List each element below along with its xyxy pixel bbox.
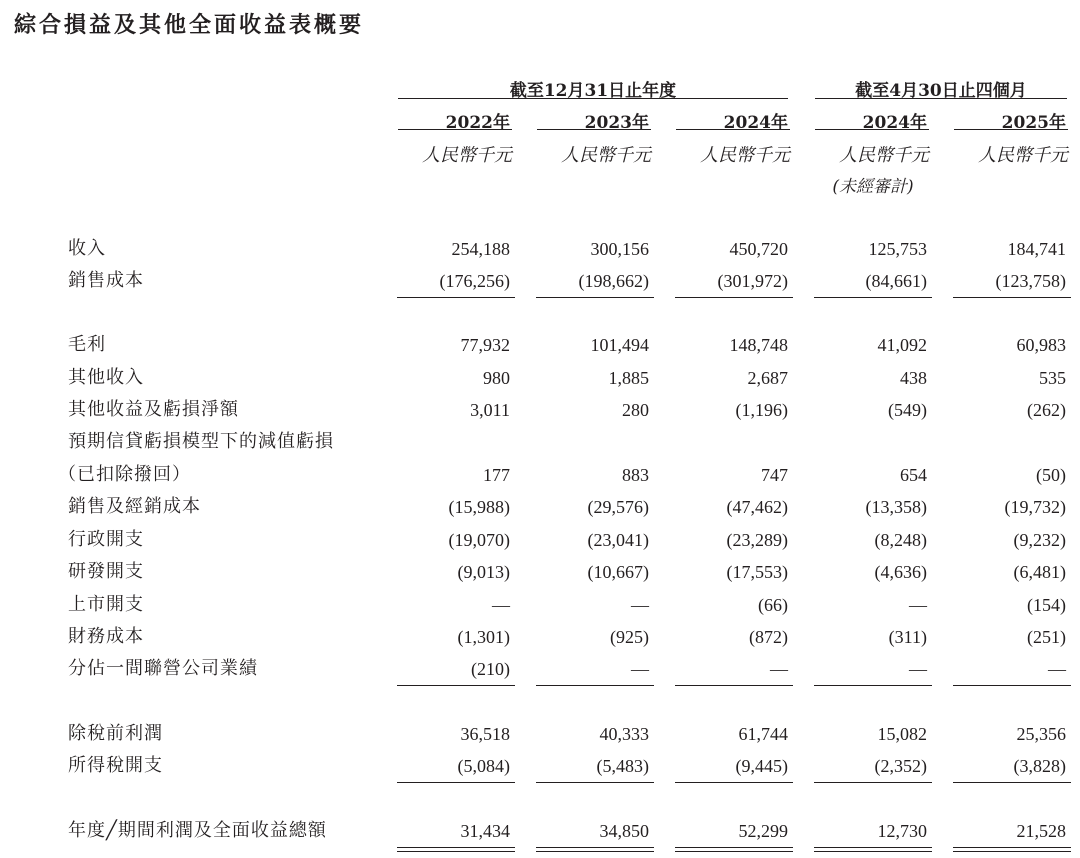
- row-label: 毛利: [68, 334, 106, 355]
- row-label: 其他收入: [68, 367, 144, 388]
- row-value: —: [909, 659, 927, 679]
- column-unit: 人民幣千元: [839, 145, 929, 166]
- row-value: 31,434: [460, 821, 510, 841]
- row-value: (925): [610, 627, 649, 647]
- row-value: (301,972): [717, 271, 788, 291]
- row-value: (5,084): [457, 756, 510, 776]
- row-value: 61,744: [738, 724, 788, 744]
- row-value: —: [909, 595, 927, 615]
- row-value: (1,301): [457, 627, 510, 647]
- row-value: 21,528: [1016, 821, 1066, 841]
- row-value: 125,753: [868, 239, 927, 259]
- row-label: 分佔一間聯營公司業績: [68, 658, 258, 679]
- row-value: (154): [1027, 595, 1066, 615]
- row-value: (311): [888, 627, 927, 647]
- subtotal-rule: [953, 782, 1071, 783]
- column-unit: 人民幣千元: [700, 145, 790, 166]
- row-label: 財務成本: [68, 626, 144, 647]
- table-row: [0, 265, 1080, 297]
- row-label: （已扣除撥回）: [58, 464, 191, 485]
- row-value: 40,333: [599, 724, 649, 744]
- subtotal-rule: [536, 782, 654, 783]
- row-label: 年度╱期間利潤及全面收益總額: [68, 820, 327, 841]
- row-value: 184,741: [1007, 239, 1066, 259]
- row-value: 34,850: [599, 821, 649, 841]
- row-value: (10,667): [587, 562, 649, 582]
- group-header-rule: [815, 98, 1067, 99]
- row-value: 60,983: [1016, 335, 1066, 355]
- row-label: 其他收益及虧損淨額: [68, 399, 239, 420]
- row-value: —: [631, 595, 649, 615]
- row-value: (17,553): [726, 562, 788, 582]
- row-value: 3,011: [470, 400, 510, 420]
- year-rule: [954, 129, 1068, 130]
- column-year: 2022年: [445, 113, 510, 133]
- row-value: (123,758): [995, 271, 1066, 291]
- row-value: (23,041): [587, 530, 649, 550]
- total-double-rule: [953, 847, 1071, 852]
- page-title: 綜合損益及其他全面收益表概要: [14, 12, 365, 38]
- row-value: 25,356: [1016, 724, 1066, 744]
- row-value: (8,248): [874, 530, 927, 550]
- row-value: (9,445): [735, 756, 788, 776]
- row-value: (66): [758, 595, 788, 615]
- subtotal-rule: [397, 685, 515, 686]
- row-label: 研發開支: [68, 561, 144, 582]
- total-double-rule: [814, 847, 932, 852]
- row-value: 438: [900, 368, 927, 388]
- subtotal-rule: [814, 685, 932, 686]
- group-header-rule: [398, 98, 788, 99]
- subtotal-rule: [397, 297, 515, 298]
- row-label: 收入: [68, 238, 106, 259]
- row-value: 36,518: [460, 724, 510, 744]
- row-label: 所得稅開支: [68, 755, 163, 776]
- row-value: (210): [471, 659, 510, 679]
- table-row: [0, 621, 1080, 653]
- table-row: [0, 491, 1080, 523]
- year-rule: [815, 129, 929, 130]
- table-row: [0, 459, 1080, 491]
- column-year: 2025年: [1001, 113, 1066, 133]
- row-value: 2,687: [747, 368, 788, 388]
- row-value: (6,481): [1013, 562, 1066, 582]
- group-header-period: 截至4月30日止四個月: [855, 81, 1027, 101]
- row-value: (2,352): [874, 756, 927, 776]
- table-row: [0, 524, 1080, 556]
- column-year: 2023年: [584, 113, 649, 133]
- subtotal-rule: [536, 685, 654, 686]
- column-year: 2024年: [723, 113, 788, 133]
- table-row: [0, 362, 1080, 394]
- subtotal-rule: [675, 782, 793, 783]
- table-row: [0, 718, 1080, 750]
- subtotal-rule: [675, 297, 793, 298]
- row-value: (4,636): [874, 562, 927, 582]
- row-label: 銷售成本: [68, 270, 144, 291]
- row-value: (13,358): [865, 497, 927, 517]
- row-value: 883: [622, 465, 649, 485]
- subtotal-rule: [814, 782, 932, 783]
- row-value: 747: [761, 465, 788, 485]
- row-value: 52,299: [738, 821, 788, 841]
- subtotal-rule: [675, 685, 793, 686]
- row-value: (9,232): [1013, 530, 1066, 550]
- row-value: 300,156: [590, 239, 649, 259]
- row-value: (262): [1027, 400, 1066, 420]
- row-value: 980: [483, 368, 510, 388]
- row-label: 除稅前利潤: [68, 723, 163, 744]
- column-unit: 人民幣千元: [561, 145, 651, 166]
- table-row: [0, 329, 1080, 361]
- row-value: (15,988): [448, 497, 510, 517]
- row-value: (23,289): [726, 530, 788, 550]
- table-row: [0, 589, 1080, 621]
- row-value: (176,256): [439, 271, 510, 291]
- row-value: 654: [900, 465, 927, 485]
- subtotal-rule: [536, 297, 654, 298]
- row-value: 12,730: [877, 821, 927, 841]
- row-value: 450,720: [729, 239, 788, 259]
- row-value: 148,748: [729, 335, 788, 355]
- row-value: 1,885: [608, 368, 649, 388]
- row-value: (198,662): [578, 271, 649, 291]
- table-row: [0, 556, 1080, 588]
- row-value: (19,070): [448, 530, 510, 550]
- row-label: 上市開支: [68, 594, 144, 615]
- row-value: (251): [1027, 627, 1066, 647]
- row-value: 254,188: [451, 239, 510, 259]
- unaudited-note: (未經審計): [832, 177, 914, 197]
- group-header-year: 截至12月31日止年度: [509, 81, 677, 101]
- row-value: (29,576): [587, 497, 649, 517]
- row-value: (1,196): [735, 400, 788, 420]
- row-value: 535: [1039, 368, 1066, 388]
- year-rule: [537, 129, 651, 130]
- row-value: 177: [483, 465, 510, 485]
- row-value: (50): [1036, 465, 1066, 485]
- total-double-rule: [536, 847, 654, 852]
- table-row: [0, 653, 1080, 685]
- row-label: 行政開支: [68, 529, 144, 550]
- row-value: 15,082: [877, 724, 927, 744]
- year-rule: [398, 129, 512, 130]
- subtotal-rule: [953, 297, 1071, 298]
- table-row: [0, 233, 1080, 265]
- row-value: (47,462): [726, 497, 788, 517]
- table-row: [0, 750, 1080, 782]
- row-value: (84,661): [865, 271, 927, 291]
- column-unit: 人民幣千元: [422, 145, 512, 166]
- row-value: (5,483): [596, 756, 649, 776]
- row-value: 77,932: [460, 335, 510, 355]
- row-value: 101,494: [590, 335, 649, 355]
- total-double-rule: [675, 847, 793, 852]
- row-value: (872): [749, 627, 788, 647]
- subtotal-rule: [814, 297, 932, 298]
- row-label: 銷售及經銷成本: [68, 496, 201, 517]
- subtotal-rule: [397, 782, 515, 783]
- row-value: —: [770, 659, 788, 679]
- year-rule: [676, 129, 790, 130]
- table-row: [0, 815, 1080, 847]
- table-row: [0, 394, 1080, 426]
- subtotal-rule: [953, 685, 1071, 686]
- row-value: —: [631, 659, 649, 679]
- total-double-rule: [397, 847, 515, 852]
- column-unit: 人民幣千元: [978, 145, 1068, 166]
- row-value: 280: [622, 400, 649, 420]
- table-row: [0, 426, 1080, 458]
- row-value: (19,732): [1004, 497, 1066, 517]
- row-value: —: [1048, 659, 1066, 679]
- column-year: 2024年: [862, 113, 927, 133]
- row-value: (9,013): [457, 562, 510, 582]
- row-value: (549): [888, 400, 927, 420]
- row-label: 預期信貸虧損模型下的減值虧損: [68, 431, 334, 452]
- row-value: —: [492, 595, 510, 615]
- row-value: (3,828): [1013, 756, 1066, 776]
- row-value: 41,092: [877, 335, 927, 355]
